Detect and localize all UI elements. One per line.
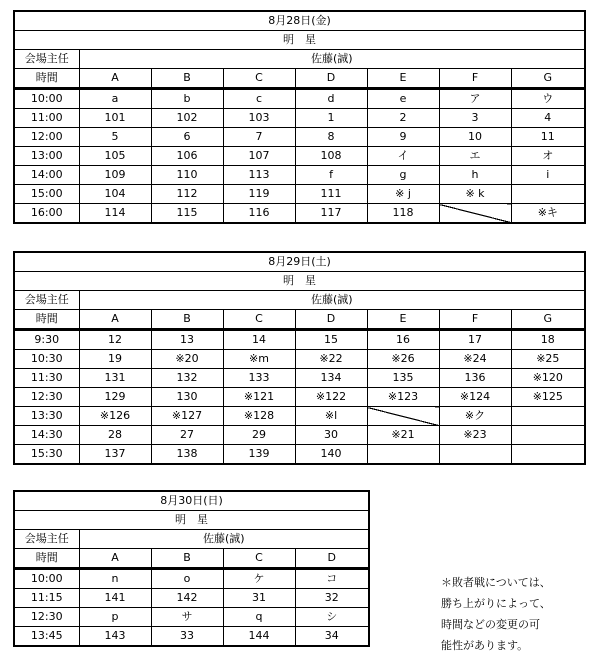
match-cell: 136 [439, 369, 511, 388]
match-cell: 137 [79, 445, 151, 465]
match-cell: ※m [223, 350, 295, 369]
match-cell: ケ [223, 569, 295, 589]
host-name: 佐藤(誠) [79, 530, 369, 549]
note-line: ＊敗者戦については、 [441, 576, 551, 589]
note-line: 時間などの変更の可 [441, 618, 540, 631]
match-cell: ※20 [151, 350, 223, 369]
match-cell: ※ j [367, 185, 439, 204]
match-cell: 18 [511, 330, 585, 350]
schedule-row [14, 627, 369, 647]
match-cell: 5 [79, 128, 151, 147]
host-label: 会場主任 [14, 50, 79, 69]
match-cell: 11 [511, 128, 585, 147]
court-header: C [223, 549, 295, 569]
schedule-row [14, 569, 369, 589]
schedule-row [14, 426, 585, 445]
match-cell [511, 426, 585, 445]
match-cell: 32 [295, 589, 369, 608]
match-cell: ア [439, 89, 511, 109]
time-cell: 11:15 [14, 589, 79, 608]
schedule-row [14, 445, 585, 465]
match-cell: シ [295, 608, 369, 627]
match-cell: ※128 [223, 407, 295, 426]
schedule-row [14, 369, 585, 388]
match-cell: 143 [79, 627, 151, 647]
match-cell: 144 [223, 627, 295, 647]
host-label: 会場主任 [14, 291, 79, 310]
court-header: G [511, 69, 585, 89]
match-cell: 4 [511, 109, 585, 128]
match-cell: q [223, 608, 295, 627]
schedule-note [441, 572, 601, 656]
match-cell: 129 [79, 388, 151, 407]
time-cell: 12:00 [14, 128, 79, 147]
court-header: A [79, 310, 151, 330]
match-cell: d [295, 89, 367, 109]
match-cell: a [79, 89, 151, 109]
match-cell: 105 [79, 147, 151, 166]
match-cell: b [151, 89, 223, 109]
court-header: C [223, 310, 295, 330]
match-cell: h [439, 166, 511, 185]
time-cell: 14:30 [14, 426, 79, 445]
court-header: B [151, 549, 223, 569]
match-cell: 109 [79, 166, 151, 185]
match-cell: ウ [511, 89, 585, 109]
match-cell: 12 [79, 330, 151, 350]
match-cell: 114 [79, 204, 151, 224]
match-cell: 140 [295, 445, 367, 465]
match-cell: p [79, 608, 151, 627]
match-cell: ※127 [151, 407, 223, 426]
match-cell: 8 [295, 128, 367, 147]
match-cell: 111 [295, 185, 367, 204]
time-column-header: 時間 [14, 69, 79, 89]
match-cell: ※l [295, 407, 367, 426]
court-header: F [439, 310, 511, 330]
match-cell: 101 [79, 109, 151, 128]
match-cell: 17 [439, 330, 511, 350]
match-cell: 14 [223, 330, 295, 350]
match-cell: 29 [223, 426, 295, 445]
match-cell [511, 185, 585, 204]
match-cell: 13 [151, 330, 223, 350]
match-cell: 104 [79, 185, 151, 204]
court-header: C [223, 69, 295, 89]
match-cell: 132 [151, 369, 223, 388]
match-cell: ※22 [295, 350, 367, 369]
match-cell: ※キ [511, 204, 585, 224]
match-cell: 141 [79, 589, 151, 608]
match-cell: 6 [151, 128, 223, 147]
time-cell: 11:00 [14, 109, 79, 128]
time-cell: 15:00 [14, 185, 79, 204]
match-cell: 113 [223, 166, 295, 185]
match-cell: 131 [79, 369, 151, 388]
match-cell: サ [151, 608, 223, 627]
match-cell: 2 [367, 109, 439, 128]
match-cell: ※122 [295, 388, 367, 407]
match-cell: 107 [223, 147, 295, 166]
match-cell: ※ k [439, 185, 511, 204]
schedule-table-day1 [13, 10, 586, 224]
match-cell: 117 [295, 204, 367, 224]
time-cell: 10:30 [14, 350, 79, 369]
time-cell: 14:00 [14, 166, 79, 185]
time-cell: 13:30 [14, 407, 79, 426]
match-cell: 33 [151, 627, 223, 647]
court-header: G [511, 310, 585, 330]
match-cell: 3 [439, 109, 511, 128]
court-header: A [79, 549, 151, 569]
time-cell: 12:30 [14, 388, 79, 407]
court-header: B [151, 69, 223, 89]
time-cell: 11:30 [14, 369, 79, 388]
match-cell: f [295, 166, 367, 185]
match-cell: 112 [151, 185, 223, 204]
match-cell: 138 [151, 445, 223, 465]
match-cell: ※125 [511, 388, 585, 407]
time-cell: 15:30 [14, 445, 79, 465]
match-cell [439, 204, 511, 224]
schedule-row [14, 350, 585, 369]
host-name: 佐藤(誠) [79, 50, 585, 69]
venue-name: 明 星 [14, 31, 585, 50]
schedule-row [14, 388, 585, 407]
match-cell: 28 [79, 426, 151, 445]
date-heading: 8月30日(日) [14, 491, 369, 511]
match-cell: 102 [151, 109, 223, 128]
match-cell: 9 [367, 128, 439, 147]
schedule-row [14, 147, 585, 166]
match-cell: 135 [367, 369, 439, 388]
schedule-row [14, 185, 585, 204]
time-column-header: 時間 [14, 310, 79, 330]
court-header: A [79, 69, 151, 89]
time-cell: 13:00 [14, 147, 79, 166]
schedule-row [14, 330, 585, 350]
match-cell: 134 [295, 369, 367, 388]
match-cell: 19 [79, 350, 151, 369]
match-cell [511, 445, 585, 465]
schedule-row [14, 589, 369, 608]
schedule-row [14, 128, 585, 147]
court-header: D [295, 310, 367, 330]
match-cell: 115 [151, 204, 223, 224]
match-cell [439, 445, 511, 465]
schedule-table-day3 [13, 490, 370, 647]
match-cell: 15 [295, 330, 367, 350]
time-cell: 12:30 [14, 608, 79, 627]
match-cell: 139 [223, 445, 295, 465]
date-heading: 8月29日(土) [14, 252, 585, 272]
match-cell: コ [295, 569, 369, 589]
match-cell: ※26 [367, 350, 439, 369]
match-cell: ※23 [439, 426, 511, 445]
match-cell: 34 [295, 627, 369, 647]
match-cell: n [79, 569, 151, 589]
court-header: F [439, 69, 511, 89]
host-name: 佐藤(誠) [79, 291, 585, 310]
schedule-row [14, 89, 585, 109]
match-cell: o [151, 569, 223, 589]
match-cell: 30 [295, 426, 367, 445]
match-cell: 116 [223, 204, 295, 224]
court-header: E [367, 310, 439, 330]
schedule-row [14, 109, 585, 128]
match-cell [511, 407, 585, 426]
match-cell: ※124 [439, 388, 511, 407]
match-cell: ※ク [439, 407, 511, 426]
match-cell: 27 [151, 426, 223, 445]
match-cell: 31 [223, 589, 295, 608]
match-cell: 106 [151, 147, 223, 166]
match-cell [367, 445, 439, 465]
match-cell: イ [367, 147, 439, 166]
time-cell: 16:00 [14, 204, 79, 224]
match-cell: ※121 [223, 388, 295, 407]
match-cell: 7 [223, 128, 295, 147]
match-cell: 16 [367, 330, 439, 350]
time-cell: 13:45 [14, 627, 79, 647]
match-cell: 1 [295, 109, 367, 128]
time-cell: 10:00 [14, 89, 79, 109]
match-cell: 110 [151, 166, 223, 185]
schedule-table-day2 [13, 251, 586, 465]
match-cell [367, 407, 439, 426]
match-cell: c [223, 89, 295, 109]
match-cell: 10 [439, 128, 511, 147]
host-label: 会場主任 [14, 530, 79, 549]
court-header: D [295, 549, 369, 569]
schedule-row [14, 166, 585, 185]
match-cell: e [367, 89, 439, 109]
note-line: 能性があります。 [441, 639, 529, 652]
schedule-row [14, 407, 585, 426]
match-cell: ※24 [439, 350, 511, 369]
match-cell: ※126 [79, 407, 151, 426]
match-cell: ※21 [367, 426, 439, 445]
venue-name: 明 星 [14, 511, 369, 530]
venue-name: 明 星 [14, 272, 585, 291]
court-header: E [367, 69, 439, 89]
note-line: 勝ち上がりによって、 [441, 597, 551, 610]
match-cell: 103 [223, 109, 295, 128]
court-header: B [151, 310, 223, 330]
time-cell: 9:30 [14, 330, 79, 350]
time-column-header: 時間 [14, 549, 79, 569]
match-cell: オ [511, 147, 585, 166]
match-cell: 118 [367, 204, 439, 224]
time-cell: 10:00 [14, 569, 79, 589]
match-cell: 130 [151, 388, 223, 407]
match-cell: ※25 [511, 350, 585, 369]
match-cell: ※120 [511, 369, 585, 388]
match-cell: i [511, 166, 585, 185]
match-cell: 142 [151, 589, 223, 608]
match-cell: 133 [223, 369, 295, 388]
match-cell: ※123 [367, 388, 439, 407]
schedule-row [14, 608, 369, 627]
court-header: D [295, 69, 367, 89]
date-heading: 8月28日(金) [14, 11, 585, 31]
match-cell: 119 [223, 185, 295, 204]
schedule-row [14, 204, 585, 224]
match-cell: 108 [295, 147, 367, 166]
match-cell: g [367, 166, 439, 185]
match-cell: エ [439, 147, 511, 166]
